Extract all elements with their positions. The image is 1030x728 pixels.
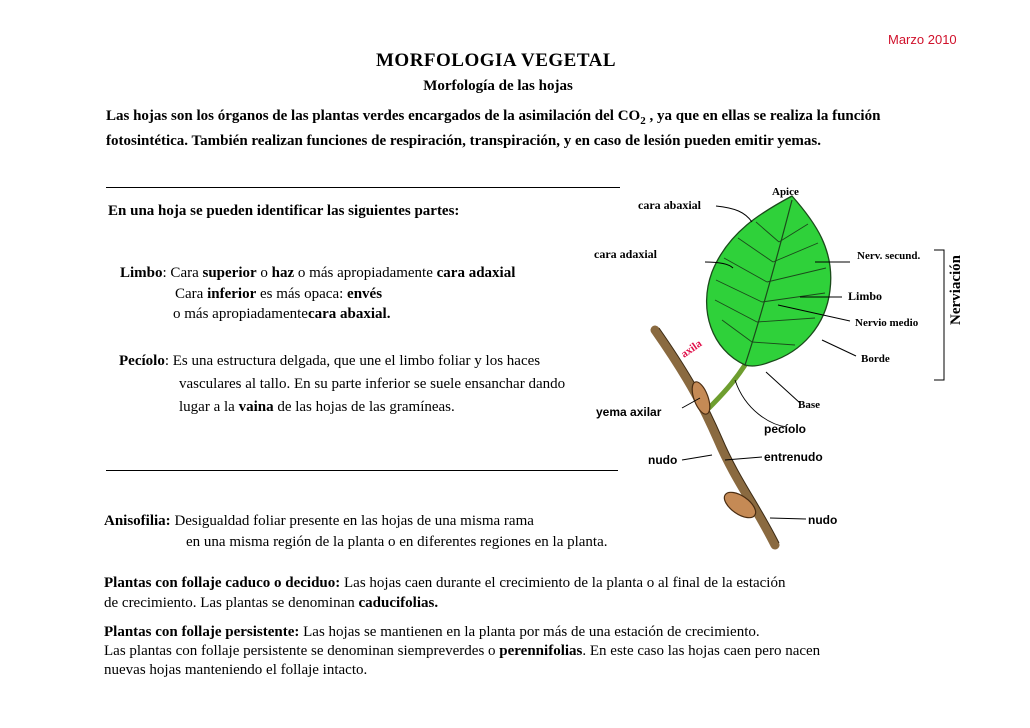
persistente-line-1: Plantas con follaje persistente: Las hojas se mantienen en la planta por más de una estación de crecimiento.: [104, 624, 760, 640]
persistente-line-3: nuevas hojas manteniendo el follaje intacto.: [104, 662, 368, 678]
label-nerviacion: Nerviación: [948, 255, 964, 325]
label-borde: Borde: [861, 353, 890, 365]
page-subtitle: Morfología de las hojas: [423, 78, 573, 94]
limbo-line-1: Limbo: Cara superior o haz o más apropiadamente cara adaxial: [120, 265, 516, 281]
peciolo-line-2: vasculares al tallo. En su parte inferior se suele ensanchar dando: [179, 376, 566, 392]
petiole: [707, 365, 745, 410]
intro-paragraph: Las hojas son los órganos de las plantas verdes encargados de la asimilación del $CO_2$ , ya que en ellas se realiza la función fotosintética. También realizan funciones de respiración, transpiración, y en caso de lesión pueden emitir yemas.: [106, 108, 881, 149]
label-entrenudo: entrenudo: [764, 450, 823, 464]
date-label: Marzo 2010: [888, 32, 957, 47]
limbo-line-3: o más apropiadamentecara abaxial.: [173, 306, 391, 322]
label-limbo: Limbo: [848, 289, 883, 303]
anisofilia-line-2: en una misma región de la planta o en diferentes regiones en la planta.: [186, 534, 608, 550]
caduco-line-1: Plantas con follaje caduco o deciduo: Las hojas caen durante el crecimiento de la planta o al final de la estación: [104, 575, 786, 591]
label-yema-axilar: yema axilar: [596, 405, 662, 419]
label-cara-abaxial: cara abaxial: [638, 198, 701, 212]
label-nudo-upper: nudo: [648, 453, 678, 467]
page-title: MORFOLOGIA VEGETAL: [375, 50, 617, 71]
parts-heading: En una hoja se pueden identificar las siguientes partes:: [108, 203, 460, 219]
limbo-line-2: Cara inferior es más opaca: envés: [175, 286, 383, 302]
label-peciolo: pecíolo: [764, 422, 807, 436]
label-base: Base: [798, 399, 820, 411]
label-nerv-secund: Nerv. secund.: [857, 250, 921, 262]
axillary-bud: [689, 380, 714, 417]
label-axila: axila: [678, 337, 705, 361]
caduco-line-2: de crecimiento. Las plantas se denominan caducifolias.: [104, 595, 439, 611]
anisofilia-line-1: Anisofilia: Desigualdad foliar presente en las hojas de una misma rama: [104, 513, 534, 529]
label-cara-adaxial: cara adaxial: [594, 247, 657, 261]
persistente-line-2: Las plantas con follaje persistente se denominan siempreverdes o perennifolias. En este caso las hojas caen pero nacen: [104, 643, 821, 659]
leaf-blade: [707, 196, 831, 366]
peciolo-line-1: Pecíolo: Es una estructura delgada, que une el limbo foliar y los haces: [119, 353, 541, 369]
peciolo-line-3: lugar a la vaina de las hojas de las gramíneas.: [179, 399, 455, 415]
label-nudo-lower: nudo: [808, 513, 838, 527]
label-apice: Apice: [772, 186, 799, 198]
label-nervio-medio: Nervio medio: [855, 317, 919, 329]
